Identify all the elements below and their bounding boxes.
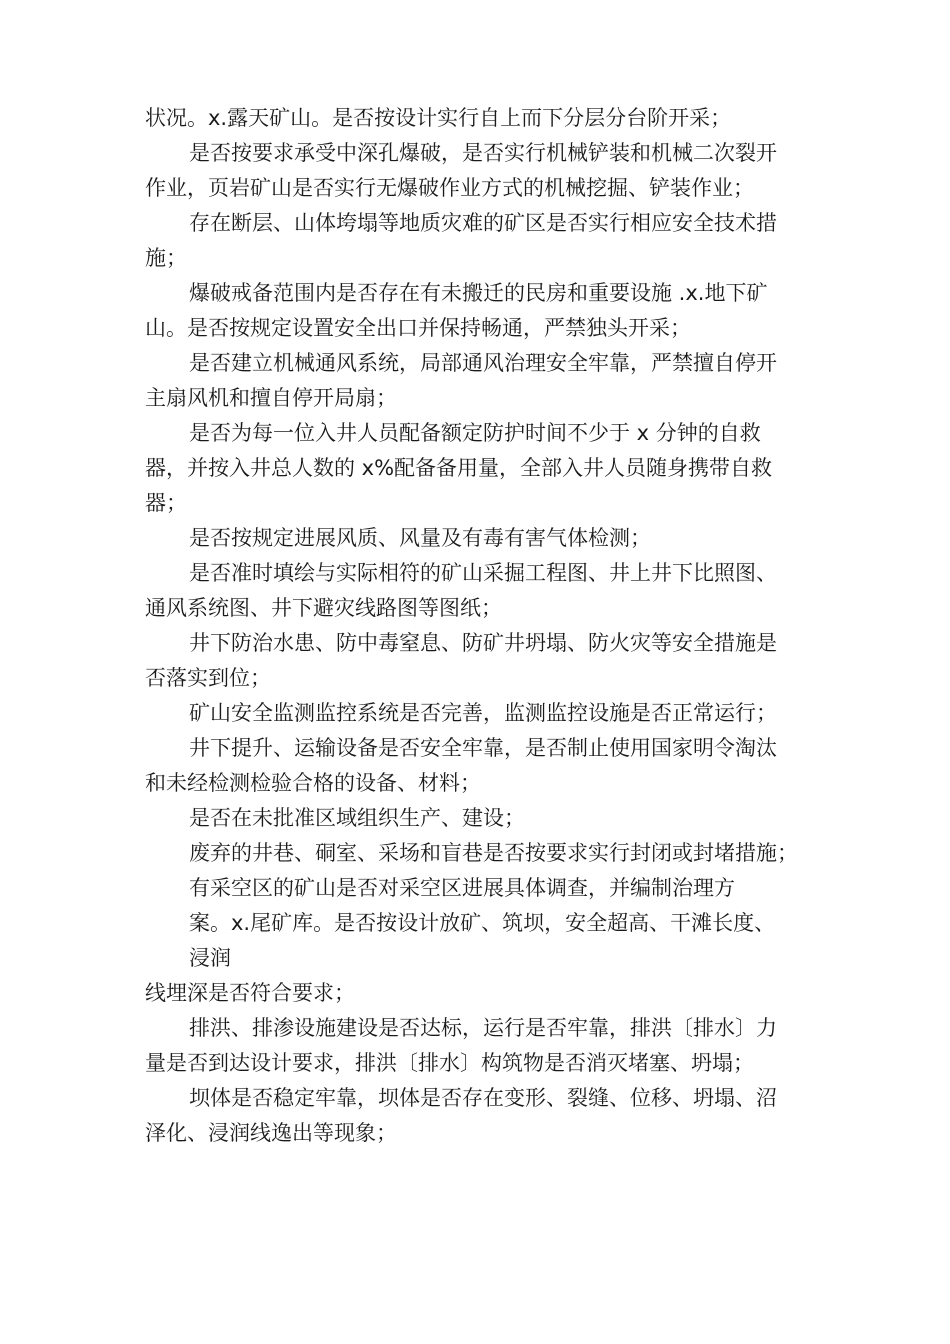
text-line: 和未经检测检验合格的设备、材料；	[145, 771, 481, 795]
text-line: 爆破戒备范围内是否存在有未搬迁的民房和重要设施 .x.地下矿	[189, 281, 768, 305]
text-line: 是否在未批准区域组织生产、建设；	[189, 806, 525, 830]
text-line: 器，并按入井总人数的 x%配备备用量，全部入井人员随身携带自救	[145, 456, 773, 480]
text-line: 主扇风机和擅自停开局扇；	[145, 386, 397, 410]
text-line: 山。是否按规定设置安全出口并保持畅通，严禁独头开采；	[145, 316, 691, 340]
text-line: 有采空区的矿山是否对采空区进展具体调查，并编制治理方	[189, 876, 735, 900]
text-line: 器；	[145, 491, 187, 515]
text-line: 作业，页岩矿山是否实行无爆破作业方式的机械挖掘、铲装作业；	[145, 176, 754, 200]
text-line: 量是否到达设计要求，排洪〔排水〕构筑物是否消灭堵塞、坍塌；	[145, 1051, 754, 1075]
text-line: 坝体是否稳定牢靠，坝体是否存在变形、裂缝、位移、坍塌、沼	[189, 1086, 777, 1110]
text-line: 排洪、排渗设施建设是否达标，运行是否牢靠，排洪〔排水〕力	[189, 1016, 777, 1040]
text-line: 线埋深是否符合要求；	[145, 981, 355, 1005]
text-line: 否落实到位；	[145, 666, 271, 690]
text-line: 井下提升、运输设备是否安全牢靠，是否制止使用国家明令淘汰	[189, 736, 777, 760]
text-line: 是否建立机械通风系统，局部通风治理安全牢靠，严禁擅自停开	[189, 351, 777, 375]
text-line: 案。x.尾矿库。是否按设计放矿、筑坝，安全超高、干滩长度、	[189, 911, 776, 935]
text-line: 矿山安全监测监控系统是否完善，监测监控设施是否正常运行；	[189, 701, 777, 725]
text-line: 井下防治水患、防中毒窒息、防矿井坍塌、防火灾等安全措施是	[189, 631, 777, 655]
text-line: 是否为每一位入井人员配备额定防护时间不少于 x 分钟的自救	[189, 421, 761, 445]
document-body	[145, 101, 825, 1151]
text-line: 浸润	[189, 946, 231, 970]
text-line: 状况。x.露天矿山。是否按设计实行自上而下分层分台阶开采；	[145, 106, 732, 130]
text-line: 是否按要求承受中深孔爆破，是否实行机械铲装和机械二次裂开	[189, 141, 777, 165]
text-line: 存在断层、山体垮塌等地质灾难的矿区是否实行相应安全技术措	[189, 211, 777, 235]
text-line: 施；	[145, 246, 187, 270]
text-line: 是否按规定进展风质、风量及有毒有害气体检测；	[189, 526, 651, 550]
text-line: 是否准时填绘与实际相符的矿山采掘工程图、井上井下比照图、	[189, 561, 777, 585]
text-line: 泽化、浸润线逸出等现象；	[145, 1121, 397, 1145]
text-line: 通风系统图、井下避灾线路图等图纸；	[145, 596, 502, 620]
text-line: 废弃的井巷、硐室、采场和盲巷是否按要求实行封闭或封堵措施；	[189, 841, 798, 865]
